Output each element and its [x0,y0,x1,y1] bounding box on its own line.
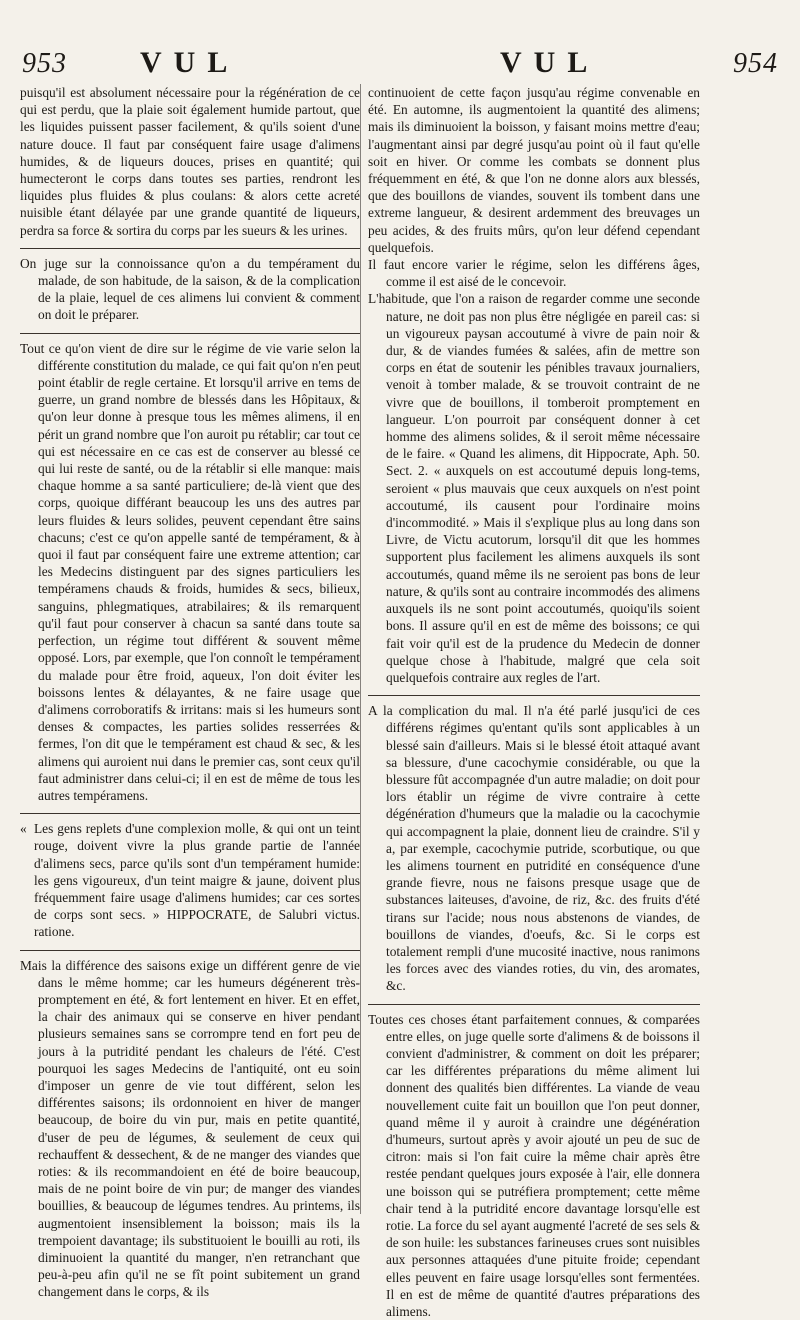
paragraph: On juge sur la connoissance qu'on a du tempérament du malade, de son habitude, de la saison, & de la complication de la plaie, lequel de ces alimens lui convient & comment on doit le préparer. [20,255,360,323]
paragraph: Mais la différence des saisons exige un différent genre de vie dans le même homme; car les humeurs dégénerent très-promptement en été, & fort lentement en hiver. Et en effet, la chair des animaux qui se conserve en hiver pendant plusieurs semaines sans se corrompre tend en fort peu de jours à la putridité pendant les chaleurs de l'été. C'est pourquoi les sages Medecins de l'antiquité, ont eu soin d'imposer un genre de vie tout différent, selon les différentes saisons; ils ordonnoient en hiver de manger beaucoup, de boire du vin pur, mais en petite quantité, d'user de peu de légumes, & seulement de ceux qui rechauffent & dessechent, & de ne manger des viandes que roties: & ils recommandoient en été de boire beaucoup, mais de ne point boire de vin pur; de manger des viandes bouillies, & beaucoup de légumes tendres. Au printems, ils augmentoient insensiblement la boisson; mais ils la trempoient davantage; ils substituoient le bouilli au roti, ils diminuoient la quantité du manger, n'en retranchant que peu-à-peu afin qu'il ne se fît point subitement un grand changement dans le corps, & ils [20,957,360,1300]
paragraph: puisqu'il est absolument nécessaire pour la régénération de ce qui est perdu, que la plaie soit également humide partout, que les liquides puissent passer facilement, & qu'ils soient d'une nature douce. Il faut par conséquent faire usage d'alimens humides, & de liqueurs douces, prises en quantité; qui humecteront le corps dans toutes ses parties, rendront les liquides plus fluides & plus coulans: & alors cette acreté nuisible étant délayée par une grande quantité de liqueurs, perdra sa force & sortira du corps par les sueurs & les urines. [20,85,360,238]
section-rule [368,1004,700,1005]
left-page-number: 953 [22,48,67,79]
column-divider [360,84,361,1214]
paragraph: L'habitude, que l'on a raison de regarder comme une seconde nature, ne doit pas non plus être négligée en pareil cas: si un vigoureux paysan accoutumé à vivre de pain noir & dur, & de viandes fumées & salées, afin de mettre son corps en état de soutenir les pénibles travaux journaliers, venoit à tomber malade, & se trouvoit contraint de ne vivre que de bouillons, il tomberoit promptement en langueur. L'on pourroit par conséquent donner à cet homme des alimens solides, & il seroit même nécessaire de le faire. « Quand les alimens, dit Hippocrate, Aph. 50. Sect. 2. « auxquels on est accoutumé depuis long-tems, seroient « plus mauvais que ceux auxquels on n'est point accoutumé, ils causent pour l'ordinaire moins d'incommodité. » Mais il s'explique plus au long dans son Livre, de Victu acutorum, lorsqu'il dit que les hommes supportent plus facilement les alimens auxquels ils sont accoutumés, quand même ils ne seroient pas bons de leur nature, & qu'ils sont au contraire incommodés des alimens auxquels ils ne sont point accoutumés, quoiqu'ils soient bons. Il assure qu'il en est de même des boissons; ce qui fait voir qu'il est de la prudence du Medecin de donner quelque chose à l'habitude, malgré que cela soit quelquefois contraire aux regles de l'art. [368,291,700,685]
paragraph: continuoient de cette façon jusqu'au régime convenable en été. En automne, ils augmentoient la quantité des alimens; mais ils diminuoient la boisson, y faisant moins mettre d'eau; l'augmentant ainsi par degré jusqu'au point où il faut qu'elle soit en hiver. Or comme les combats se donnent plus fréquemment en été, & que l'on ne donne alors aux blessés, que des bouillons de viandes, souvent ils tombent dans une extreme langueur, & desirent ardemment des breuvages un peu acides, & des fruits mûrs, qu'on leur défend cependant quelquefois. [368,85,700,255]
right-column [368,84,700,1320]
right-page-number: 954 [733,48,778,79]
paragraph: Tout ce qu'on vient de dire sur le régime de vie varie selon la différente constitution du malade, ce qui fait qu'on n'en peut point établir de regle certaine. Et lorsqu'il arrive en tems de guerre, un grand nombre de blessés dans les Hôpitaux, & qu'on leur donne à presque tous les mêmes alimens, il en périt un grand nombre que l'on auroit pu rétablir; car tout ce qui est nécessaire en ce cas est de conserver au blessé ce qui lui reste de santé, ou de la rétablir si elle manque: mais chaque homme a sa santé particuliere; de-là vient que des corps, quoique différant beaucoup les uns des autres par leurs fluides & leurs solides, peuvent cependant être sains chacuns; c'est ce qu'on appelle santé de tempérament, & à quoi il faut par conséquent faire une extreme attention; car les Medecins distinguent par des signes particuliers les tempéramens chauds & froids, humides & secs, bilieux, sanguins, phlegmatiques, atrabilaires; & ils remarquent qu'il faut pour conserver à chacun sa santé dans toute sa perfection, un régime tout différent & souvent même opposé. Lors, par exemple, que l'on connoît le tempérament du malade pour être froid, aqueux, l'on doit éviter les boissons lentes & délayantes, & ne faire usage que d'alimens corroboratifs & irritans: mais si les humeurs sont denses & compactes, les parties solides resserrées & fermes, l'on dit que le tempérament est chaud & sec, & les alimens qui auroient nui dans le premier cas, sont ceux qu'il faut administrer dans celui-ci; il en est de même de tous les autres tempéramens. [20,340,360,803]
page-header [0,44,800,84]
section-rule [20,248,360,249]
section-rule [20,813,360,814]
paragraph: Toutes ces choses étant parfaitement connues, & comparées entre elles, on juge quelle sorte d'alimens & de boissons il convient d'administrer, & comment on doit les préparer; car les différentes préparations du même aliment lui donnent des qualités bien différentes. La viande de veau nouvellement cuite fait un bouillon que l'on peut donner, quand même il y auroit à craindre une dégénération d'humeurs, surtout après y avoir ajouté un peu de suc de citron: mais si l'on fait cuire la même chair après être restée pendant quelques jours exposée à l'air, elle donnera une boisson qui se putréfiera promptement; cette même chair tend à la putridité encore davantage lorsqu'elle est rotie. La force du sel ayant augmenté l'acreté de ses sels & de son huile: les substances farineuses crues sont nuisibles aux personnes attaquées d'une pituite froide; cependant elles peuvent en faire usage lorsqu'elles sont fermentées. Il en est de même de quantité d'autres préparations des alimens. [368,1011,700,1320]
section-rule [20,950,360,951]
section-rule [368,695,700,696]
right-running-head: VUL [500,46,600,79]
quotation: « Les gens replets d'une complexion molle, & qui ont un teint rouge, doivent vivre la plus grande partie de l'année d'alimens secs, parce qu'ils sont d'un tempérament humide: les gens vigoureux, d'un teint maigre & jaune, doivent plus fréquemment faire usage d'alimens humides; car ces sortes de corps sont secs. » HIPPOCRATE, de Salubri victus. ratione. [20,820,360,940]
section-rule [20,333,360,334]
paragraph: A la complication du mal. Il n'a été parlé jusqu'ici de ces différens régimes qu'entant qu'ils sont applicables à un blessé sain d'ailleurs. Mais si le blessé étoit attaqué avant sa blessure, d'une cacochymie considérable, ou que la blessure fût accompagnée d'un autre maladie; on doit pour lors établir un régime de vivre contraire à cette dégénération d'humeurs que la maladie ou la cacochymie qui accompagnent la plaie, donnent lieu de craindre. S'il y a, par exemple, cacochymie putride, scorbutique, ou que les alimens tournent en putridité en conséquence d'une grande fievre, nous ne faisons presque usage que de substances laiteuses, d'avoine, de riz, &c. des fruits d'été tirans sur l'acide; nous nous abstenons de viandes, de bouillons de viandes, d'oeufs, &c. Si le corps est totalement rempli d'une mucosité inactive, nous ranimons les forces avec des viandes roties, du vin, des aromates, &c. [368,703,700,994]
left-column [20,84,360,1301]
left-running-head: VUL [140,46,240,79]
paragraph: Il faut encore varier le régime, selon les différens âges, comme il est aisé de le concevoir. [368,257,700,290]
